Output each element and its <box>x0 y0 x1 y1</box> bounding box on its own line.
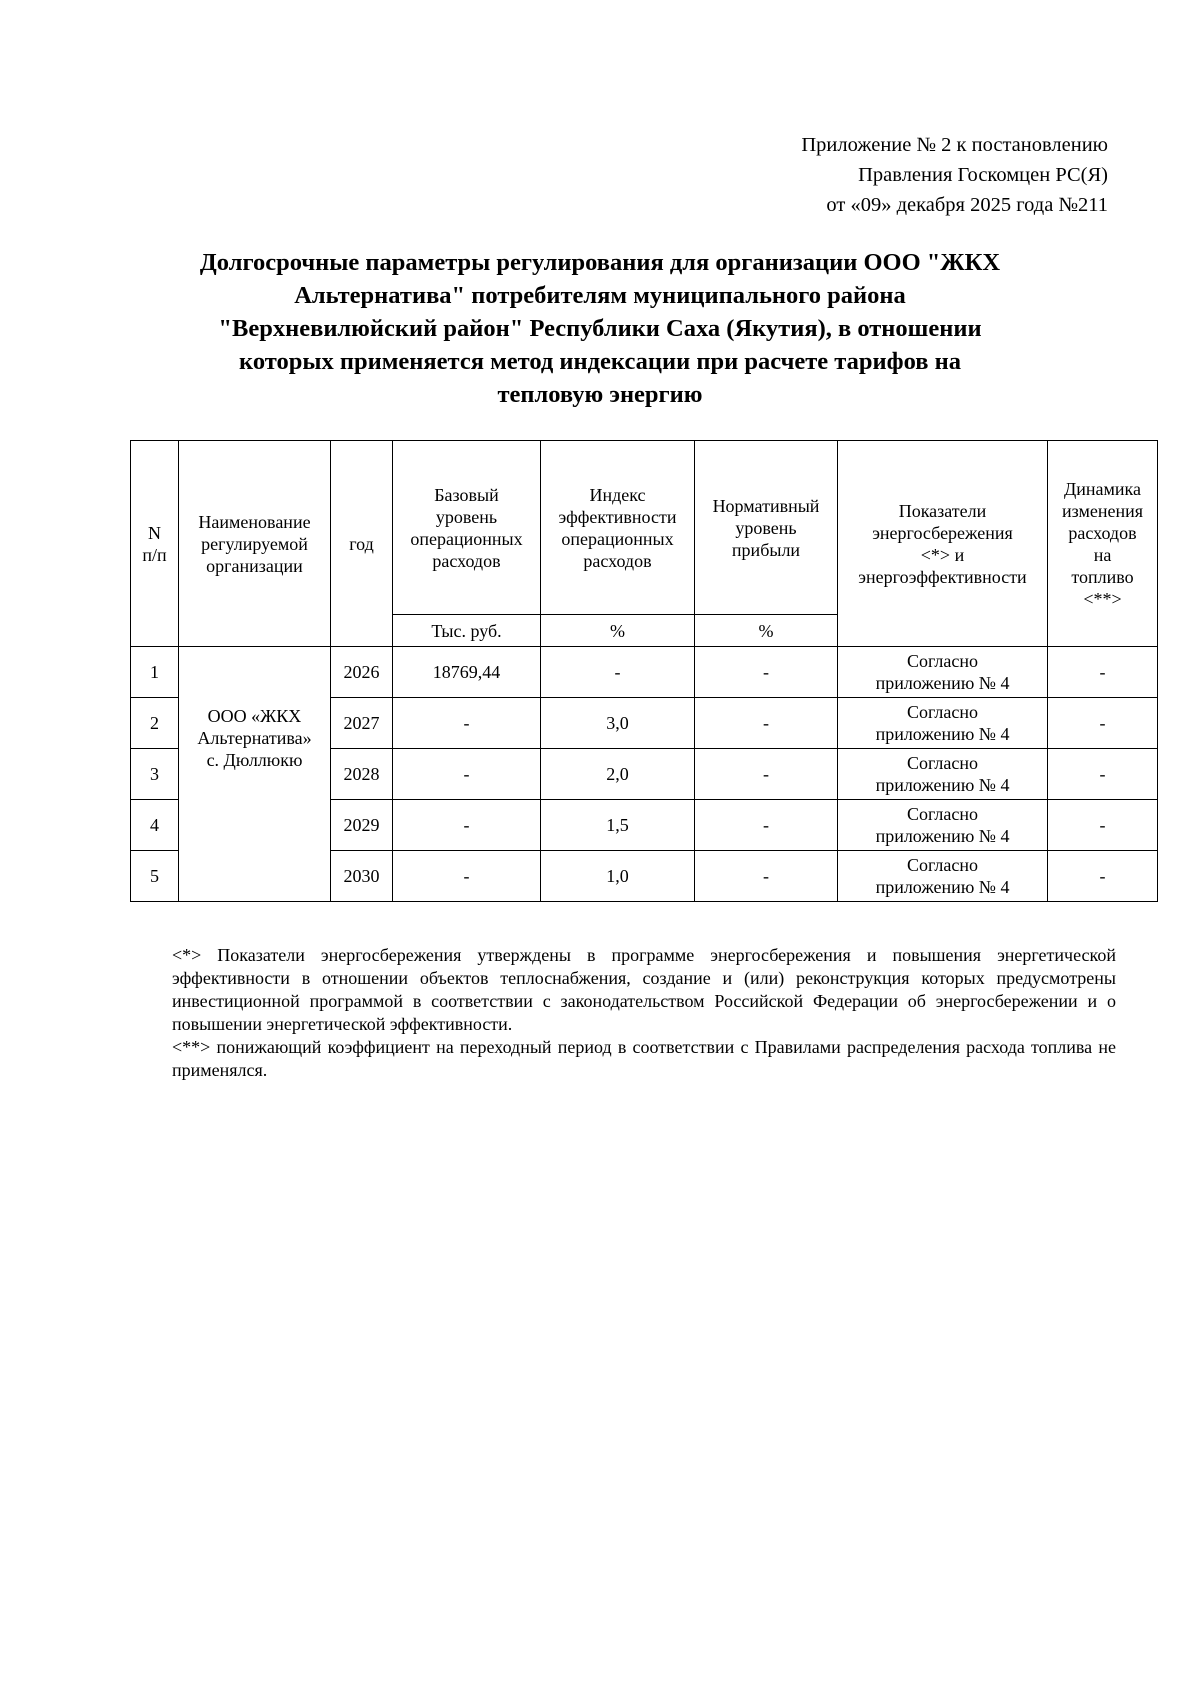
header-base-costs: Базовый уровень операционных расходов <box>393 441 541 615</box>
cell-org-name: ООО «ЖКХ Альтернатива» с. Дюллюкю <box>179 647 331 902</box>
header-profit-level: Нормативный уровень прибыли <box>695 441 838 615</box>
cell-energy-indicators: Согласно приложению № 4 <box>838 749 1048 800</box>
cell-fuel-dynamics: - <box>1048 800 1158 851</box>
footnote-energy-saving: <*> Показатели энергосбережения утверждены в программе энергосбережения и повышения энергетической эффективности в отношении объектов теплоснабжения, создание и (или) реконструкция которых предусмотрены инвестиционной программой в соответствии с законодательством Российской Федерации об энергосбережении и о повышении энергетической эффективности. <box>172 945 1116 1034</box>
cell-profit-level: - <box>695 647 838 698</box>
header-num: N п/п <box>131 441 179 647</box>
table-header-row <box>131 441 1158 615</box>
cell-efficiency-index: - <box>541 647 695 698</box>
title-line-5: тепловую энергию <box>497 381 703 408</box>
cell-year: 2027 <box>331 698 393 749</box>
cell-energy-indicators: Согласно приложению № 4 <box>838 647 1048 698</box>
document-title <box>150 246 1050 411</box>
cell-base-costs: - <box>393 749 541 800</box>
cell-num: 3 <box>131 749 179 800</box>
unit-profit-level: % <box>695 615 838 647</box>
footnotes <box>172 944 1116 1082</box>
approval-line-2: Правления Госкомцен РС(Я) <box>858 164 1108 186</box>
table-row <box>131 647 1158 698</box>
footnote-fuel-coefficient: <**> понижающий коэффициент на переходный период в соответствии с Правилами распределения расхода топлива не применялся. <box>172 1037 1116 1080</box>
header-fuel-dynamics: Динамика изменения расходов на топливо <**> <box>1048 441 1158 647</box>
title-line-3: "Верхневилюйский район" Республики Саха (Якутия), в отношении <box>218 315 982 342</box>
cell-year: 2028 <box>331 749 393 800</box>
cell-profit-level: - <box>695 851 838 902</box>
cell-num: 2 <box>131 698 179 749</box>
title-line-4: которых применяется метод индексации при расчете тарифов на <box>239 348 961 375</box>
cell-fuel-dynamics: - <box>1048 698 1158 749</box>
header-org: Наименование регулируемой организации <box>179 441 331 647</box>
cell-base-costs: - <box>393 800 541 851</box>
cell-num: 1 <box>131 647 179 698</box>
cell-efficiency-index: 3,0 <box>541 698 695 749</box>
approval-line-1: Приложение № 2 к постановлению <box>801 134 1108 156</box>
cell-base-costs: - <box>393 698 541 749</box>
cell-profit-level: - <box>695 749 838 800</box>
title-line-1: Долгосрочные параметры регулирования для организации ООО "ЖКХ <box>199 249 1001 276</box>
parameters-table <box>130 440 1158 902</box>
cell-fuel-dynamics: - <box>1048 749 1158 800</box>
cell-efficiency-index: 1,5 <box>541 800 695 851</box>
cell-efficiency-index: 2,0 <box>541 749 695 800</box>
cell-energy-indicators: Согласно приложению № 4 <box>838 800 1048 851</box>
cell-fuel-dynamics: - <box>1048 851 1158 902</box>
unit-base-costs: Тыс. руб. <box>393 615 541 647</box>
header-year: год <box>331 441 393 647</box>
cell-base-costs: 18769,44 <box>393 647 541 698</box>
header-efficiency-index: Индекс эффективности операционных расходов <box>541 441 695 615</box>
header-energy-indicators: Показатели энергосбережения <*> и энергоэффективности <box>838 441 1048 647</box>
cell-profit-level: - <box>695 698 838 749</box>
cell-num: 5 <box>131 851 179 902</box>
cell-base-costs: - <box>393 851 541 902</box>
cell-year: 2030 <box>331 851 393 902</box>
cell-efficiency-index: 1,0 <box>541 851 695 902</box>
cell-fuel-dynamics: - <box>1048 647 1158 698</box>
title-line-2: Альтернатива" потребителям муниципального района <box>294 282 906 309</box>
cell-num: 4 <box>131 800 179 851</box>
cell-energy-indicators: Согласно приложению № 4 <box>838 851 1048 902</box>
approval-header <box>648 130 1108 220</box>
cell-energy-indicators: Согласно приложению № 4 <box>838 698 1048 749</box>
cell-profit-level: - <box>695 800 838 851</box>
unit-efficiency-index: % <box>541 615 695 647</box>
approval-line-3: от «09» декабря 2025 года №211 <box>826 194 1108 216</box>
cell-year: 2026 <box>331 647 393 698</box>
cell-year: 2029 <box>331 800 393 851</box>
